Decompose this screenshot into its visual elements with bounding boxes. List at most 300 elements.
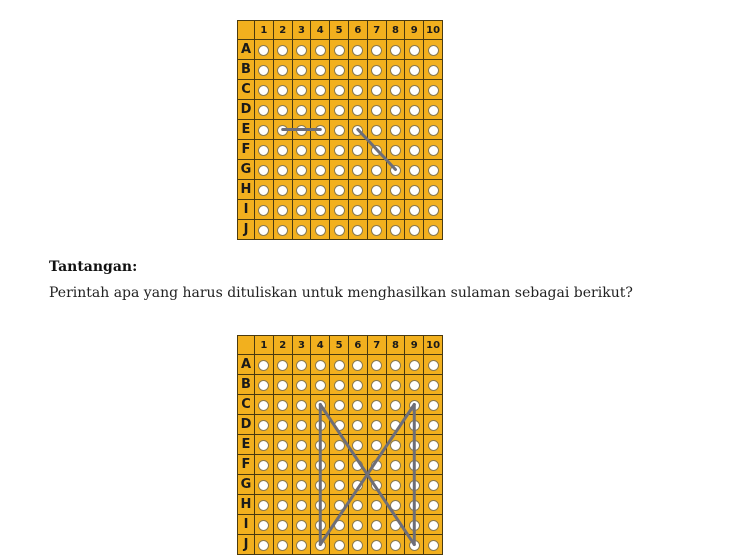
hole-cell-I4 xyxy=(311,515,330,535)
hole-icon xyxy=(352,440,363,451)
hole-cell-F1 xyxy=(255,455,274,475)
hole-icon xyxy=(428,165,439,176)
hole-icon xyxy=(277,400,288,411)
hole-icon xyxy=(315,205,326,216)
hole-icon xyxy=(296,480,307,491)
hole-cell-E8 xyxy=(386,435,405,455)
hole-cell-G3 xyxy=(292,475,311,495)
column-label-9: 9 xyxy=(405,21,424,40)
hole-icon xyxy=(428,500,439,511)
row-label-G: G xyxy=(238,475,255,495)
hole-icon xyxy=(352,225,363,236)
hole-cell-D5 xyxy=(330,415,349,435)
hole-icon xyxy=(371,105,382,116)
hole-icon xyxy=(371,165,382,176)
hole-icon xyxy=(258,540,269,551)
hole-icon xyxy=(352,460,363,471)
hole-icon xyxy=(258,225,269,236)
hole-icon xyxy=(334,460,345,471)
row-label-A: A xyxy=(238,355,255,375)
hole-cell-A1 xyxy=(255,355,274,375)
grid-row-E xyxy=(238,435,443,455)
hole-cell-E7 xyxy=(367,435,386,455)
hole-cell-J1 xyxy=(255,220,274,240)
hole-icon xyxy=(258,400,269,411)
hole-cell-B2 xyxy=(273,375,292,395)
hole-icon xyxy=(390,440,401,451)
hole-icon xyxy=(409,480,420,491)
hole-cell-H6 xyxy=(348,495,367,515)
hole-icon xyxy=(352,65,363,76)
hole-icon xyxy=(296,380,307,391)
hole-cell-F3 xyxy=(292,455,311,475)
column-header-row xyxy=(238,21,443,40)
hole-cell-C6 xyxy=(348,80,367,100)
hole-cell-H7 xyxy=(367,180,386,200)
row-label-B: B xyxy=(238,375,255,395)
hole-icon xyxy=(428,400,439,411)
hole-icon xyxy=(409,380,420,391)
hole-cell-A1 xyxy=(255,40,274,60)
hole-icon xyxy=(390,165,401,176)
hole-cell-C9 xyxy=(405,80,424,100)
hole-icon xyxy=(315,105,326,116)
hole-cell-H4 xyxy=(311,180,330,200)
hole-icon xyxy=(352,360,363,371)
hole-icon xyxy=(428,520,439,531)
hole-cell-A5 xyxy=(330,40,349,60)
hole-cell-F7 xyxy=(367,455,386,475)
corner-cell xyxy=(238,21,255,40)
hole-cell-C2 xyxy=(273,395,292,415)
hole-cell-G2 xyxy=(273,475,292,495)
hole-icon xyxy=(258,480,269,491)
grid-row-H xyxy=(238,180,443,200)
hole-icon xyxy=(390,480,401,491)
hole-cell-I3 xyxy=(292,515,311,535)
hole-cell-E2 xyxy=(273,120,292,140)
hole-cell-A3 xyxy=(292,40,311,60)
hole-cell-J9 xyxy=(405,535,424,555)
hole-icon xyxy=(334,500,345,511)
hole-cell-I7 xyxy=(367,515,386,535)
hole-icon xyxy=(409,85,420,96)
hole-cell-A5 xyxy=(330,355,349,375)
column-label-5: 5 xyxy=(330,336,349,355)
hole-icon xyxy=(296,105,307,116)
hole-cell-F9 xyxy=(405,140,424,160)
hole-icon xyxy=(296,440,307,451)
hole-icon xyxy=(428,85,439,96)
column-label-1: 1 xyxy=(255,21,274,40)
hole-cell-B10 xyxy=(424,375,443,395)
hole-cell-C10 xyxy=(424,80,443,100)
hole-icon xyxy=(352,540,363,551)
hole-cell-G4 xyxy=(311,160,330,180)
hole-cell-I8 xyxy=(386,200,405,220)
hole-icon xyxy=(428,440,439,451)
hole-cell-I5 xyxy=(330,200,349,220)
grid-row-B xyxy=(238,60,443,80)
hole-cell-G5 xyxy=(330,160,349,180)
hole-cell-H3 xyxy=(292,180,311,200)
hole-cell-A9 xyxy=(405,40,424,60)
hole-cell-F1 xyxy=(255,140,274,160)
hole-icon xyxy=(315,500,326,511)
hole-icon xyxy=(258,65,269,76)
hole-icon xyxy=(352,420,363,431)
grid-row-E xyxy=(238,120,443,140)
hole-cell-E5 xyxy=(330,435,349,455)
hole-icon xyxy=(409,45,420,56)
column-label-10: 10 xyxy=(424,21,443,40)
hole-cell-B5 xyxy=(330,375,349,395)
column-label-6: 6 xyxy=(348,21,367,40)
grid-row-C xyxy=(238,80,443,100)
hole-cell-B10 xyxy=(424,60,443,80)
hole-cell-D5 xyxy=(330,100,349,120)
hole-cell-E9 xyxy=(405,120,424,140)
row-label-B: B xyxy=(238,60,255,80)
hole-cell-J5 xyxy=(330,220,349,240)
hole-cell-G7 xyxy=(367,475,386,495)
hole-cell-G4 xyxy=(311,475,330,495)
hole-icon xyxy=(258,360,269,371)
column-label-10: 10 xyxy=(424,336,443,355)
hole-cell-B3 xyxy=(292,60,311,80)
hole-cell-D6 xyxy=(348,100,367,120)
embroidery-board-example xyxy=(237,20,443,240)
hole-cell-H9 xyxy=(405,180,424,200)
hole-icon xyxy=(371,145,382,156)
hole-icon xyxy=(409,185,420,196)
hole-cell-F4 xyxy=(311,140,330,160)
hole-icon xyxy=(428,540,439,551)
column-label-2: 2 xyxy=(273,21,292,40)
hole-cell-H3 xyxy=(292,495,311,515)
hole-cell-J2 xyxy=(273,220,292,240)
hole-icon xyxy=(409,105,420,116)
hole-cell-F2 xyxy=(273,455,292,475)
hole-cell-J8 xyxy=(386,535,405,555)
grid-row-F xyxy=(238,455,443,475)
hole-icon xyxy=(428,360,439,371)
hole-icon xyxy=(334,145,345,156)
hole-icon xyxy=(428,125,439,136)
hole-cell-E10 xyxy=(424,120,443,140)
grid-row-J xyxy=(238,535,443,555)
hole-icon xyxy=(428,105,439,116)
hole-cell-I1 xyxy=(255,200,274,220)
hole-icon xyxy=(390,400,401,411)
hole-cell-B1 xyxy=(255,60,274,80)
hole-cell-C6 xyxy=(348,395,367,415)
hole-icon xyxy=(390,380,401,391)
hole-icon xyxy=(334,205,345,216)
hole-cell-B3 xyxy=(292,375,311,395)
grid-row-H xyxy=(238,495,443,515)
hole-cell-C4 xyxy=(311,80,330,100)
hole-icon xyxy=(428,480,439,491)
hole-icon xyxy=(352,520,363,531)
hole-cell-H8 xyxy=(386,180,405,200)
row-label-H: H xyxy=(238,180,255,200)
grid-row-A xyxy=(238,355,443,375)
hole-icon xyxy=(409,440,420,451)
hole-icon xyxy=(315,380,326,391)
hole-cell-D2 xyxy=(273,100,292,120)
hole-icon xyxy=(334,360,345,371)
hole-cell-F8 xyxy=(386,455,405,475)
hole-icon xyxy=(296,145,307,156)
hole-icon xyxy=(315,420,326,431)
hole-cell-F5 xyxy=(330,140,349,160)
hole-icon xyxy=(258,500,269,511)
hole-cell-J10 xyxy=(424,220,443,240)
column-label-6: 6 xyxy=(348,336,367,355)
hole-icon xyxy=(409,360,420,371)
hole-cell-C3 xyxy=(292,80,311,100)
hole-icon xyxy=(352,500,363,511)
hole-icon xyxy=(352,400,363,411)
hole-cell-B7 xyxy=(367,60,386,80)
hole-cell-C10 xyxy=(424,395,443,415)
hole-cell-G1 xyxy=(255,475,274,495)
hole-cell-D7 xyxy=(367,415,386,435)
hole-icon xyxy=(371,380,382,391)
hole-icon xyxy=(409,205,420,216)
hole-cell-D1 xyxy=(255,100,274,120)
hole-cell-A6 xyxy=(348,40,367,60)
hole-cell-C1 xyxy=(255,80,274,100)
hole-icon xyxy=(428,380,439,391)
hole-cell-J2 xyxy=(273,535,292,555)
hole-icon xyxy=(277,85,288,96)
hole-cell-E7 xyxy=(367,120,386,140)
hole-icon xyxy=(371,540,382,551)
hole-cell-J4 xyxy=(311,220,330,240)
hole-icon xyxy=(334,520,345,531)
hole-icon xyxy=(352,145,363,156)
hole-icon xyxy=(334,400,345,411)
hole-icon xyxy=(315,145,326,156)
grid-row-C xyxy=(238,395,443,415)
column-label-4: 4 xyxy=(311,336,330,355)
hole-cell-G9 xyxy=(405,160,424,180)
hole-icon xyxy=(315,520,326,531)
hole-icon xyxy=(334,125,345,136)
hole-icon xyxy=(352,185,363,196)
hole-cell-B8 xyxy=(386,60,405,80)
hole-cell-D2 xyxy=(273,415,292,435)
hole-cell-H10 xyxy=(424,495,443,515)
hole-cell-G10 xyxy=(424,160,443,180)
hole-icon xyxy=(258,125,269,136)
grid-table xyxy=(237,20,443,240)
hole-icon xyxy=(277,360,288,371)
hole-cell-B6 xyxy=(348,60,367,80)
hole-cell-I7 xyxy=(367,200,386,220)
hole-cell-F5 xyxy=(330,455,349,475)
hole-icon xyxy=(258,85,269,96)
hole-cell-I2 xyxy=(273,200,292,220)
hole-icon xyxy=(277,480,288,491)
hole-icon xyxy=(258,185,269,196)
hole-icon xyxy=(352,205,363,216)
row-label-G: G xyxy=(238,160,255,180)
hole-cell-D7 xyxy=(367,100,386,120)
row-label-A: A xyxy=(238,40,255,60)
hole-icon xyxy=(334,225,345,236)
hole-icon xyxy=(315,125,326,136)
hole-cell-C3 xyxy=(292,395,311,415)
hole-icon xyxy=(390,460,401,471)
column-label-7: 7 xyxy=(367,336,386,355)
hole-cell-F10 xyxy=(424,455,443,475)
hole-icon xyxy=(296,520,307,531)
hole-icon xyxy=(296,125,307,136)
column-label-2: 2 xyxy=(273,336,292,355)
hole-icon xyxy=(258,520,269,531)
column-label-4: 4 xyxy=(311,21,330,40)
hole-cell-H5 xyxy=(330,495,349,515)
grid-row-B xyxy=(238,375,443,395)
hole-icon xyxy=(296,65,307,76)
hole-icon xyxy=(428,185,439,196)
hole-icon xyxy=(315,400,326,411)
column-header-row xyxy=(238,336,443,355)
hole-cell-G8 xyxy=(386,475,405,495)
hole-icon xyxy=(277,165,288,176)
hole-cell-G3 xyxy=(292,160,311,180)
hole-icon xyxy=(258,105,269,116)
column-label-3: 3 xyxy=(292,336,311,355)
hole-icon xyxy=(258,380,269,391)
hole-cell-C2 xyxy=(273,80,292,100)
hole-icon xyxy=(371,85,382,96)
hole-icon xyxy=(371,460,382,471)
hole-cell-G5 xyxy=(330,475,349,495)
row-label-D: D xyxy=(238,415,255,435)
hole-icon xyxy=(296,85,307,96)
hole-icon xyxy=(315,225,326,236)
hole-icon xyxy=(315,65,326,76)
column-label-9: 9 xyxy=(405,336,424,355)
hole-icon xyxy=(258,45,269,56)
hole-cell-E6 xyxy=(348,435,367,455)
hole-icon xyxy=(277,500,288,511)
hole-icon xyxy=(277,380,288,391)
hole-icon xyxy=(277,205,288,216)
hole-icon xyxy=(277,420,288,431)
hole-cell-J4 xyxy=(311,535,330,555)
grid-row-I xyxy=(238,515,443,535)
hole-cell-I6 xyxy=(348,515,367,535)
hole-cell-E1 xyxy=(255,435,274,455)
hole-icon xyxy=(371,185,382,196)
hole-cell-C8 xyxy=(386,395,405,415)
hole-cell-I2 xyxy=(273,515,292,535)
hole-icon xyxy=(277,520,288,531)
hole-cell-J8 xyxy=(386,220,405,240)
hole-cell-A7 xyxy=(367,355,386,375)
hole-cell-E6 xyxy=(348,120,367,140)
hole-icon xyxy=(315,440,326,451)
hole-icon xyxy=(352,125,363,136)
hole-icon xyxy=(334,165,345,176)
hole-icon xyxy=(371,225,382,236)
hole-cell-D4 xyxy=(311,415,330,435)
hole-icon xyxy=(258,460,269,471)
hole-cell-B7 xyxy=(367,375,386,395)
hole-cell-D3 xyxy=(292,100,311,120)
hole-icon xyxy=(390,540,401,551)
hole-cell-F8 xyxy=(386,140,405,160)
hole-icon xyxy=(409,460,420,471)
hole-icon xyxy=(390,65,401,76)
hole-cell-B4 xyxy=(311,375,330,395)
hole-cell-E3 xyxy=(292,120,311,140)
hole-icon xyxy=(277,105,288,116)
hole-cell-F10 xyxy=(424,140,443,160)
hole-icon xyxy=(390,85,401,96)
hole-icon xyxy=(277,225,288,236)
hole-icon xyxy=(277,440,288,451)
hole-cell-I10 xyxy=(424,200,443,220)
hole-cell-H2 xyxy=(273,495,292,515)
hole-cell-D10 xyxy=(424,415,443,435)
row-label-F: F xyxy=(238,140,255,160)
hole-icon xyxy=(334,480,345,491)
hole-cell-C1 xyxy=(255,395,274,415)
hole-cell-H4 xyxy=(311,495,330,515)
hole-icon xyxy=(296,460,307,471)
hole-icon xyxy=(296,420,307,431)
hole-cell-H10 xyxy=(424,180,443,200)
grid-row-A xyxy=(238,40,443,60)
hole-icon xyxy=(371,205,382,216)
hole-cell-J7 xyxy=(367,535,386,555)
hole-cell-D9 xyxy=(405,100,424,120)
hole-icon xyxy=(371,400,382,411)
hole-icon xyxy=(258,205,269,216)
hole-cell-E3 xyxy=(292,435,311,455)
hole-icon xyxy=(409,520,420,531)
hole-icon xyxy=(371,500,382,511)
grid-table xyxy=(237,335,443,555)
hole-icon xyxy=(315,185,326,196)
hole-cell-I5 xyxy=(330,515,349,535)
hole-cell-B8 xyxy=(386,375,405,395)
column-label-3: 3 xyxy=(292,21,311,40)
hole-icon xyxy=(315,165,326,176)
hole-cell-D8 xyxy=(386,100,405,120)
hole-icon xyxy=(352,105,363,116)
hole-icon xyxy=(334,380,345,391)
hole-cell-H9 xyxy=(405,495,424,515)
corner-cell xyxy=(238,336,255,355)
hole-icon xyxy=(371,440,382,451)
hole-cell-F6 xyxy=(348,140,367,160)
column-label-8: 8 xyxy=(386,21,405,40)
hole-icon xyxy=(428,460,439,471)
hole-cell-J9 xyxy=(405,220,424,240)
hole-cell-E2 xyxy=(273,435,292,455)
grid-row-D xyxy=(238,100,443,120)
hole-cell-A10 xyxy=(424,40,443,60)
hole-cell-J6 xyxy=(348,220,367,240)
hole-cell-C5 xyxy=(330,80,349,100)
